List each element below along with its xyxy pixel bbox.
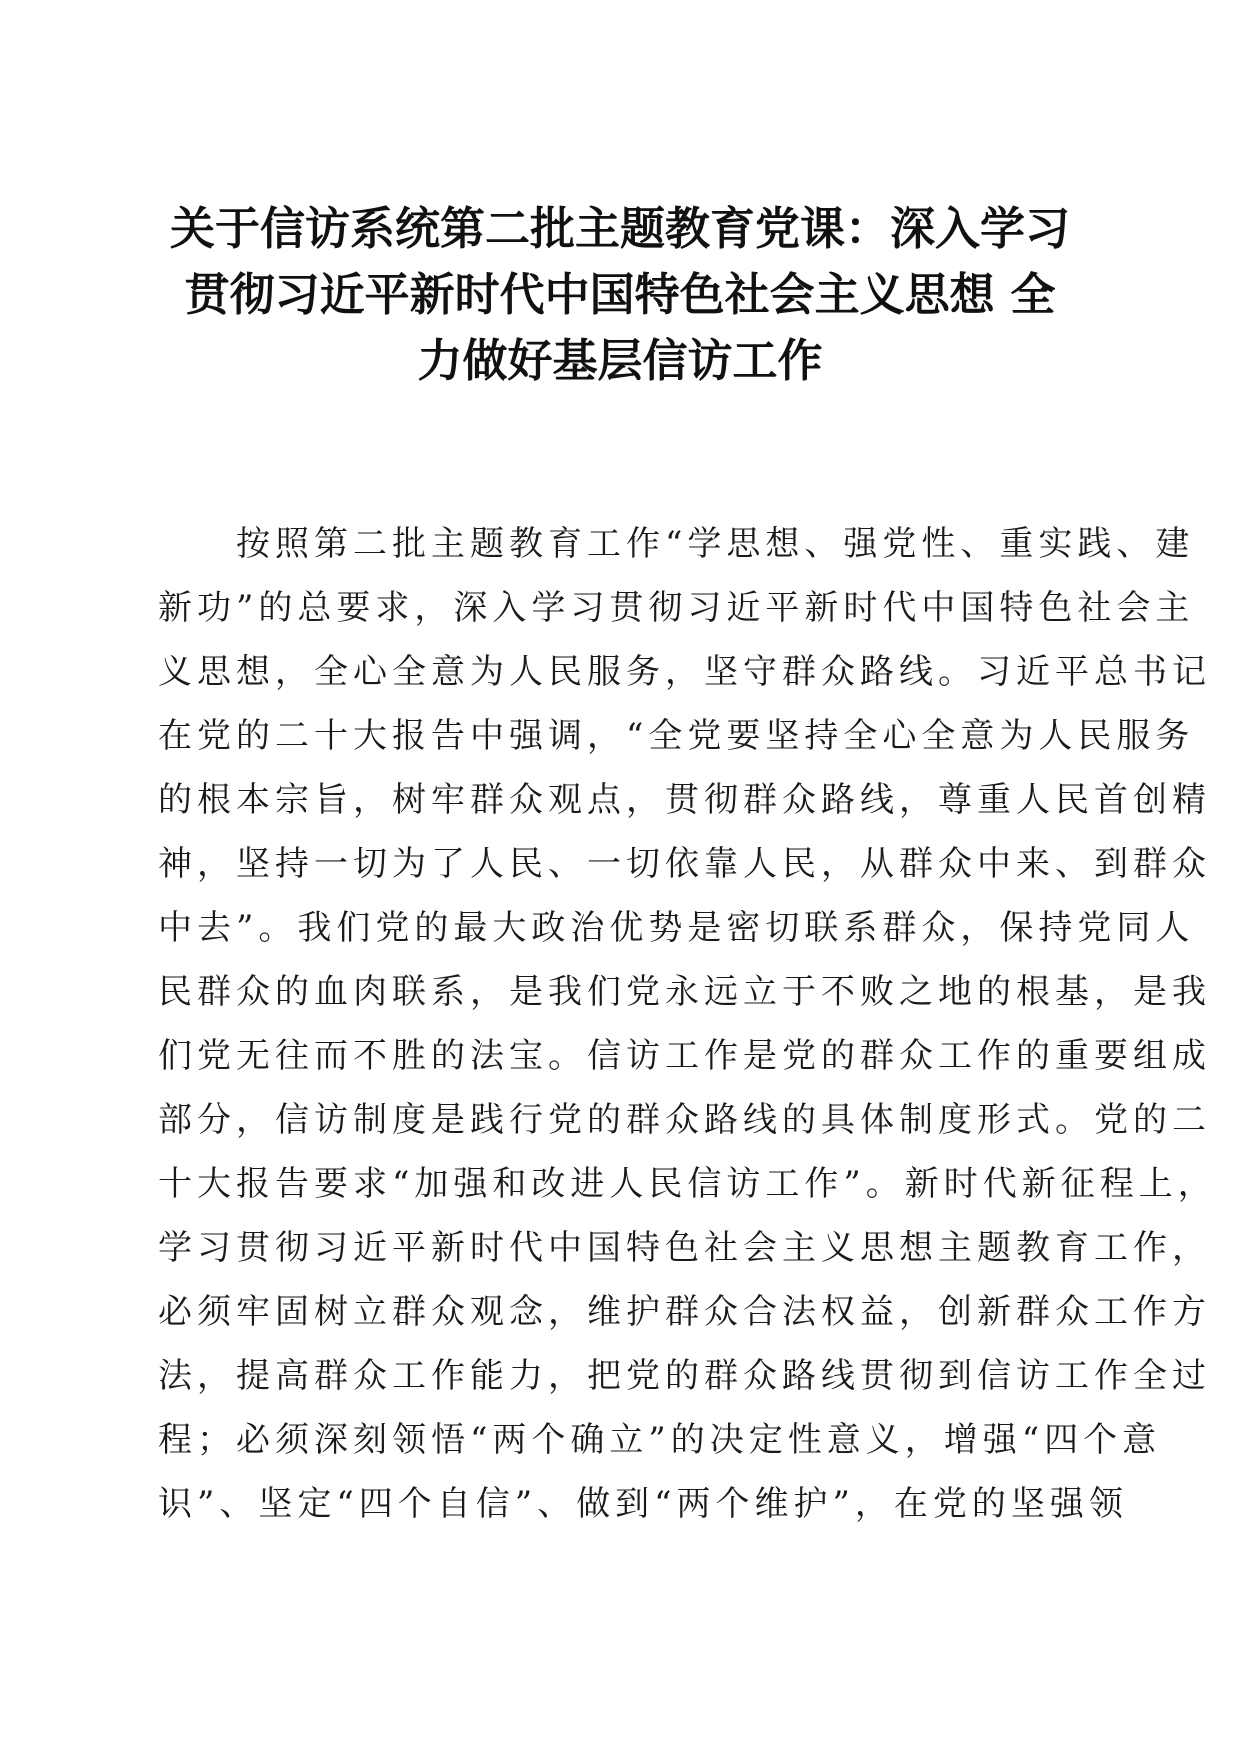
body-line: 在党的二十大报告中强调，“全党要坚持全心全意为人民服务 xyxy=(158,716,1195,756)
body-line: 必须牢固树立群众观念，维护群众合法权益，创新群众工作方 xyxy=(158,1292,1211,1332)
body-line: 义思想，全心全意为人民服务，坚守群众路线。习近平总书记 xyxy=(158,652,1211,692)
body-line: 中去”。我们党的最大政治优势是密切联系群众，保持党同人 xyxy=(158,908,1195,948)
body-line: 新功”的总要求，深入学习贯彻习近平新时代中国特色社会主 xyxy=(158,588,1195,628)
body-line: 按照第二批主题教育工作“学思想、强党性、重实践、建 xyxy=(158,524,1195,564)
document-title xyxy=(150,196,1090,394)
title-line: 力做好基层信访工作 xyxy=(417,334,823,387)
body-line: 部分，信访制度是践行党的群众路线的具体制度形式。党的二 xyxy=(158,1100,1211,1140)
body-line: 程；必须深刻领悟“两个确立”的决定性意义，增强“四个意 xyxy=(158,1420,1162,1460)
title-line: 关于信访系统第二批主题教育党课：深入学习 xyxy=(169,202,1070,255)
body-line: 法，提高群众工作能力，把党的群众路线贯彻到信访工作全过 xyxy=(158,1356,1211,1396)
body-line: 的根本宗旨，树牢群众观点，贯彻群众路线，尊重人民首创精 xyxy=(158,780,1211,820)
body-line: 神，坚持一切为了人民、一切依靠人民，从群众中来、到群众 xyxy=(158,844,1211,884)
body-line: 民群众的血肉联系，是我们党永远立于不败之地的根基，是我 xyxy=(158,972,1211,1012)
body-line: 十大报告要求“加强和改进人民信访工作”。新时代新征程上， xyxy=(158,1164,1217,1204)
body-paragraph xyxy=(158,512,1217,1536)
title-line: 贯彻习近平新时代中国特色社会主义思想 全 xyxy=(184,268,1056,321)
body-line: 学习贯彻习近平新时代中国特色社会主义思想主题教育工作， xyxy=(158,1228,1211,1268)
body-line: 们党无往而不胜的法宝。信访工作是党的群众工作的重要组成 xyxy=(158,1036,1211,1076)
body-line: 识”、坚定“四个自信”、做到“两个维护”，在党的坚强领 xyxy=(158,1484,1128,1524)
